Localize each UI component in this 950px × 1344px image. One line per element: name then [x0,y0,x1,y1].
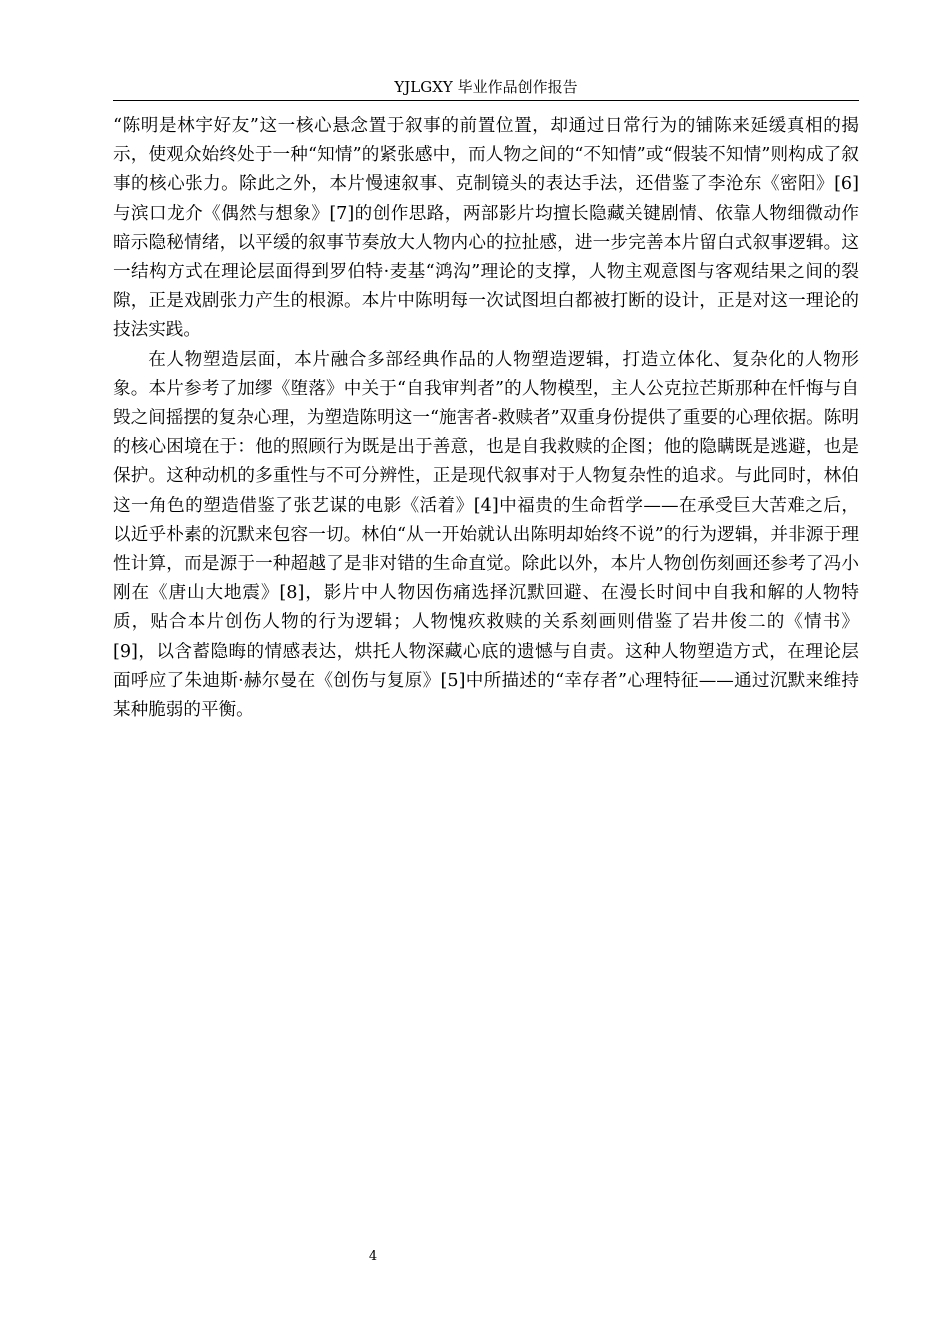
running-header: YJLGXY 毕业作品创作报告 [394,78,578,96]
page-number: 4 [368,1249,378,1264]
body-text [113,112,859,725]
header-rule [113,100,859,101]
paragraph-1: “陈明是林宇好友”这一核心悬念置于叙事的前置位置，却通过日常行为的铺陈来延缓真相的揭示，使观众始终处于一种“知情”的紧张感中，而人物之间的“不知情”或“假装不知情”则构成了叙事的核心张力。除此之外，本片慢速叙事、克制镜头的表达手法，还借鉴了李沧东《密阳》[6]与滨口龙介《偶然与想象》[7]的创作思路，两部影片均擅长隐藏关键剧情、依靠人物细微动作暗示隐秘情绪，以平缓的叙事节奏放大人物内心的拉扯感，进一步完善本片留白式叙事逻辑。这一结构方式在理论层面得到罗伯特·麦基“鸿沟”理论的支撑，人物主观意图与客观结果之间的裂隙，正是戏剧张力产生的根源。本片中陈明每一次试图坦白都被打断的设计，正是对这一理论的技法实践。 [113,116,859,341]
paragraph-2: 在人物塑造层面，本片融合多部经典作品的人物塑造逻辑，打造立体化、复杂化的人物形象。本片参考了加缪《堕落》中关于“自我审判者”的人物模型，主人公克拉芒斯那种在忏悔与自毁之间摇摆的复杂心理，为塑造陈明这一“施害者-救赎者”双重身份提供了重要的心理依据。陈明的核心困境在于：他的照顾行为既是出于善意，也是自我救赎的企图；他的隐瞒既是逃避，也是保护。这种动机的多重性与不可分辨性，正是现代叙事对于人物复杂性的追求。与此同时，林伯这一角色的塑造借鉴了张艺谋的电影《活着》[4]中福贵的生命哲学——在承受巨大苦难之后，以近乎朴素的沉默来包容一切。林伯“从一开始就认出陈明却始终不说”的行为逻辑，并非源于理性计算，而是源于一种超越了是非对错的生命直觉。除此以外，本片人物创伤刻画还参考了冯小刚在《唐山大地震》[8]，影片中人物因伤痛选择沉默回避、在漫长时间中自我和解的人物特质，贴合本片创伤人物的行为逻辑；人物愧疚救赎的关系刻画则借鉴了岩井俊二的《情书》[9]，以含蓄隐晦的情感表达，烘托人物深藏心底的遗憾与自责。这种人物塑造方式，在理论层面呼应了朱迪斯·赫尔曼在《创伤与复原》[5]中所描述的“幸存者”心理特征——通过沉默来维持某种脆弱的平衡。 [113,349,859,721]
